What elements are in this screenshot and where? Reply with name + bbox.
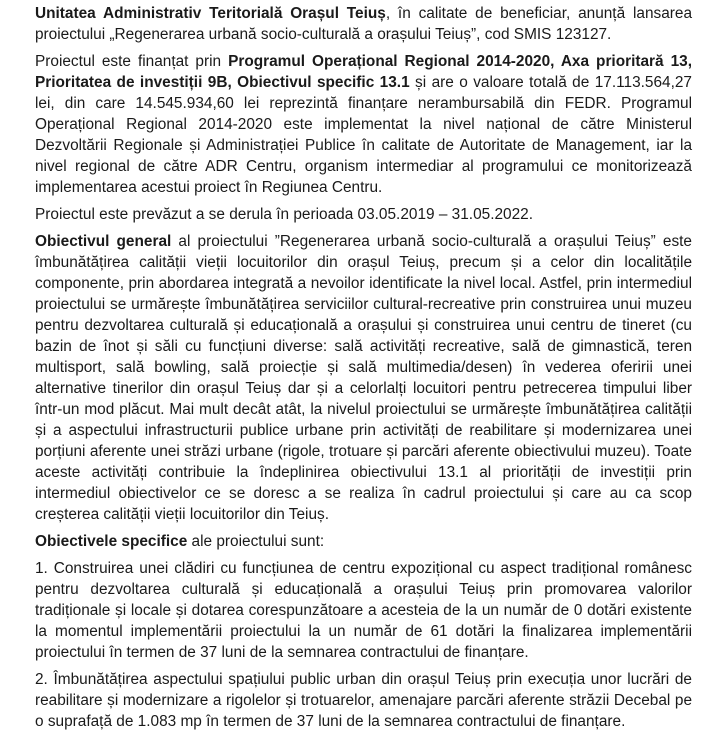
announcement-text: , în calitate de beneficiar, anunță lansarea proiectului „Regenerarea urbană socio-culturală a orașului Teiuș”, cod SMIS 123127. — [35, 5, 692, 43]
specific-objective-2 — [35, 669, 692, 732]
paragraph-specific-objectives-heading — [35, 531, 692, 552]
financing-details: și are o valoare totală de 17.113.564,27 lei, din care 14.545.934,60 lei reprezintă finanțare nerambursabilă din FEDR. Programul Operațional Regional 2014-2020 este implementat la nivel național de către Ministerul Dezvoltării Regionale și Administrației Publice în calitate de Autoritate de Management, iar la nivel regional de către ADR Centru, organism intermediar al programului ce monitorizează implementarea acestui proiect în Regiunea Centru. — [35, 74, 692, 196]
specific-objective-1-text: 1. Construirea unei clădiri cu funcțiunea de centru expozițional cu aspect tradițional românesc pentru dezvoltarea culturală și educațională a orașului Teiuș prin promovarea valorilor tradiționale și locale și dotarea corespunzătoare a acesteia de la un număr de 0 dotări existente la momentul implementării proiectului la un număr de 61 dotări la finalizarea implementării proiectului în termen de 37 luni de la semnarea contractului de finanțare. — [35, 560, 692, 661]
paragraph-announcement — [35, 3, 692, 45]
specific-objectives-label: Obiectivele specifice — [35, 533, 188, 550]
general-objective-label: Obiectivul general — [35, 233, 172, 250]
project-period: Proiectul este prevăzut a se derula în perioada 03.05.2019 – 31.05.2022. — [35, 206, 533, 223]
specific-objective-2-text: 2. Îmbunătățirea aspectului spațiului public urban din orașul Teiuș prin execuția unor lucrări de reabilitare și modernizare a rigolelor și trotuarelor, amenajare parcări aferente străzii Decebal pe o suprafață de 1.083 mp în termen de 37 luni de la semnarea contractului de finanțare. — [35, 671, 692, 730]
beneficiary-name: Unitatea Administrativ Teritorială Orașul Teiuș — [35, 5, 386, 22]
document-body — [35, 3, 692, 738]
paragraph-general-objective — [35, 231, 692, 525]
paragraph-financing — [35, 51, 692, 198]
paragraph-period — [35, 204, 692, 225]
program-name: Programul Operațional Regional 2014-2020, Axa prioritară 13, Prioritatea de investiții 9B, Obiectivul specific 13.1 — [35, 53, 692, 91]
general-objective-text: al proiectului ”Regenerarea urbană socio-culturală a orașului Teiuș” este îmbunătățirea calității vieții locuitorilor din orașul Teiuș, precum și a celor din localitățile componente, prin abordarea integrată a nevoilor identificate la nivel local. Astfel, prin intermediul proiectului se urmărește îmbunătățirea serviciilor cultural-recreative prin construirea unui muzeu pentru dezvoltarea culturală și educațională a orașului și construirea unui centru de tineret (cu bazin de înot și săli cu funcțiuni diverse: sală activități recreative, sală de gimnastică, teren multisport, sală bowling, sală proiecție și sală multimedia/desen) în vederea oferirii unei alternative tinerilor din orașul Teiuș dar și a celorlalți locuitori pentru petrecerea timpului liber într-un mod plăcut. Mai mult decât atât, la nivelul proiectului se urmărește îmbunătățirea calității și a aspectului infrastructurii publice urbane prin activități de reabilitare și modernizarea unei porțiuni aferente unei străzi urbane (rigole, trotuare și parcări aferente obiectivului muzeu). Toate aceste activități contribuie la îndeplinirea obiectivului 13.1 al priorității de investiții prin intermediul obiectivelor ce se doresc a se realiza în cadrul proiectului și care au ca scop creșterea calității vieții locuitorilor din Teiuș. — [35, 233, 692, 523]
specific-objective-1 — [35, 558, 692, 663]
financing-intro: Proiectul este finanțat prin — [35, 53, 229, 70]
specific-objectives-intro: ale proiectului sunt: — [187, 533, 325, 550]
